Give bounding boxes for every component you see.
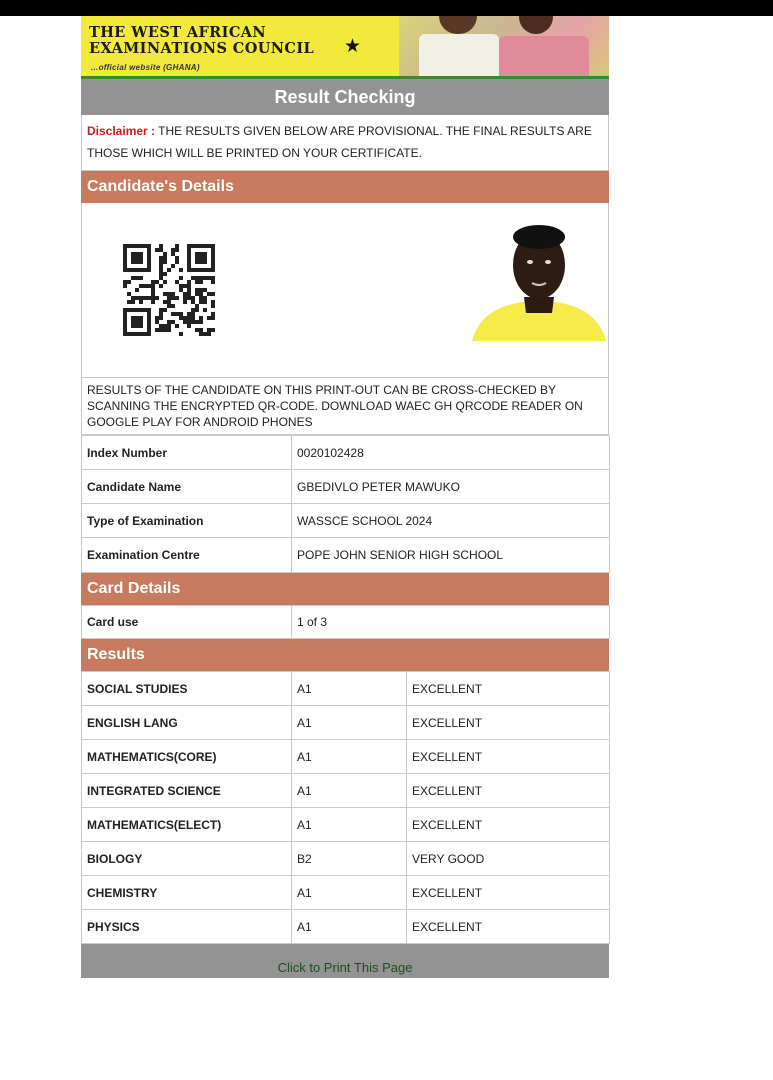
- card-details-header: Card Details: [81, 573, 609, 605]
- footer-bar: [81, 944, 609, 978]
- subject-grade: A1: [292, 876, 407, 910]
- candidate-photo: [472, 217, 606, 341]
- subject-grade: A1: [292, 774, 407, 808]
- candidate-details-table: [81, 435, 610, 573]
- table-row: [82, 876, 610, 910]
- disclaimer-text: THE RESULTS GIVEN BELOW ARE PROVISIONAL. THE FINAL RESULTS ARE THOSE WHICH WILL BE PRINTED ON YOUR CERTIFICATE.: [87, 124, 592, 160]
- star-icon: ★: [344, 36, 362, 57]
- subject-grade: B2: [292, 842, 407, 876]
- table-row: [82, 436, 610, 470]
- subject-grade: A1: [292, 808, 407, 842]
- subject-name: CHEMISTRY: [82, 876, 292, 910]
- subject-remark: EXCELLENT: [407, 910, 610, 944]
- exam-centre-label: Examination Centre: [82, 538, 292, 573]
- table-row: [82, 504, 610, 538]
- disclaimer: [81, 115, 609, 171]
- subject-grade: A1: [292, 910, 407, 944]
- waec-banner: [81, 16, 609, 79]
- table-row: [82, 740, 610, 774]
- subject-remark: EXCELLENT: [407, 740, 610, 774]
- table-row: [82, 470, 610, 504]
- table-row: [82, 808, 610, 842]
- qr-instructions: RESULTS OF THE CANDIDATE ON THIS PRINT-OUT CAN BE CROSS-CHECKED BY SCANNING THE ENCRYPTED QR-CODE. DOWNLOAD WAEC GH QRCODE READER ON GOOGLE PLAY FOR ANDROID PHONES: [81, 378, 609, 435]
- subject-name: MATHEMATICS(ELECT): [82, 808, 292, 842]
- card-details-table: [81, 605, 610, 639]
- status-bar: [0, 0, 773, 16]
- index-number-value: 0020102428: [292, 436, 610, 470]
- table-row: [82, 538, 610, 573]
- banner-title-line2: EXAMINATIONS COUNCIL: [89, 40, 315, 57]
- candidate-media: [81, 203, 609, 378]
- print-page-link[interactable]: Click to Print This Page: [277, 960, 413, 975]
- subject-remark: EXCELLENT: [407, 876, 610, 910]
- subject-name: BIOLOGY: [82, 842, 292, 876]
- card-use-value: 1 of 3: [292, 606, 610, 639]
- table-row: [82, 606, 610, 639]
- exam-type-value: WASSCE SCHOOL 2024: [292, 504, 610, 538]
- results-header: Results: [81, 639, 609, 671]
- results-table: [81, 671, 610, 944]
- subject-remark: EXCELLENT: [407, 672, 610, 706]
- exam-type-label: Type of Examination: [82, 504, 292, 538]
- candidate-name-value: GBEDIVLO PETER MAWUKO: [292, 470, 610, 504]
- waec-logo-text: [89, 25, 314, 57]
- table-row: [82, 774, 610, 808]
- subject-remark: EXCELLENT: [407, 808, 610, 842]
- subject-remark: EXCELLENT: [407, 706, 610, 740]
- subject-name: INTEGRATED SCIENCE: [82, 774, 292, 808]
- subject-remark: EXCELLENT: [407, 774, 610, 808]
- subject-grade: A1: [292, 706, 407, 740]
- subject-remark: VERY GOOD: [407, 842, 610, 876]
- candidate-name-label: Candidate Name: [82, 470, 292, 504]
- card-use-label: Card use: [82, 606, 292, 639]
- index-number-label: Index Number: [82, 436, 292, 470]
- banner-photo: [399, 16, 609, 76]
- subject-grade: A1: [292, 740, 407, 774]
- qr-code-icon: [123, 244, 215, 336]
- subject-name: ENGLISH LANG: [82, 706, 292, 740]
- disclaimer-label: Disclaimer :: [87, 124, 156, 138]
- exam-centre-value: POPE JOHN SENIOR HIGH SCHOOL: [292, 538, 610, 573]
- table-row: [82, 706, 610, 740]
- banner-title-line1: THE WEST AFRICAN: [89, 24, 267, 41]
- result-page: [81, 16, 609, 978]
- table-row: [82, 672, 610, 706]
- table-row: [82, 842, 610, 876]
- subject-grade: A1: [292, 672, 407, 706]
- subject-name: MATHEMATICS(CORE): [82, 740, 292, 774]
- candidate-details-header: Candidate's Details: [81, 171, 609, 203]
- subject-name: PHYSICS: [82, 910, 292, 944]
- table-row: [82, 910, 610, 944]
- page-title: Result Checking: [81, 79, 609, 115]
- subject-name: SOCIAL STUDIES: [82, 672, 292, 706]
- banner-subtitle: ...official website (GHANA): [91, 63, 200, 72]
